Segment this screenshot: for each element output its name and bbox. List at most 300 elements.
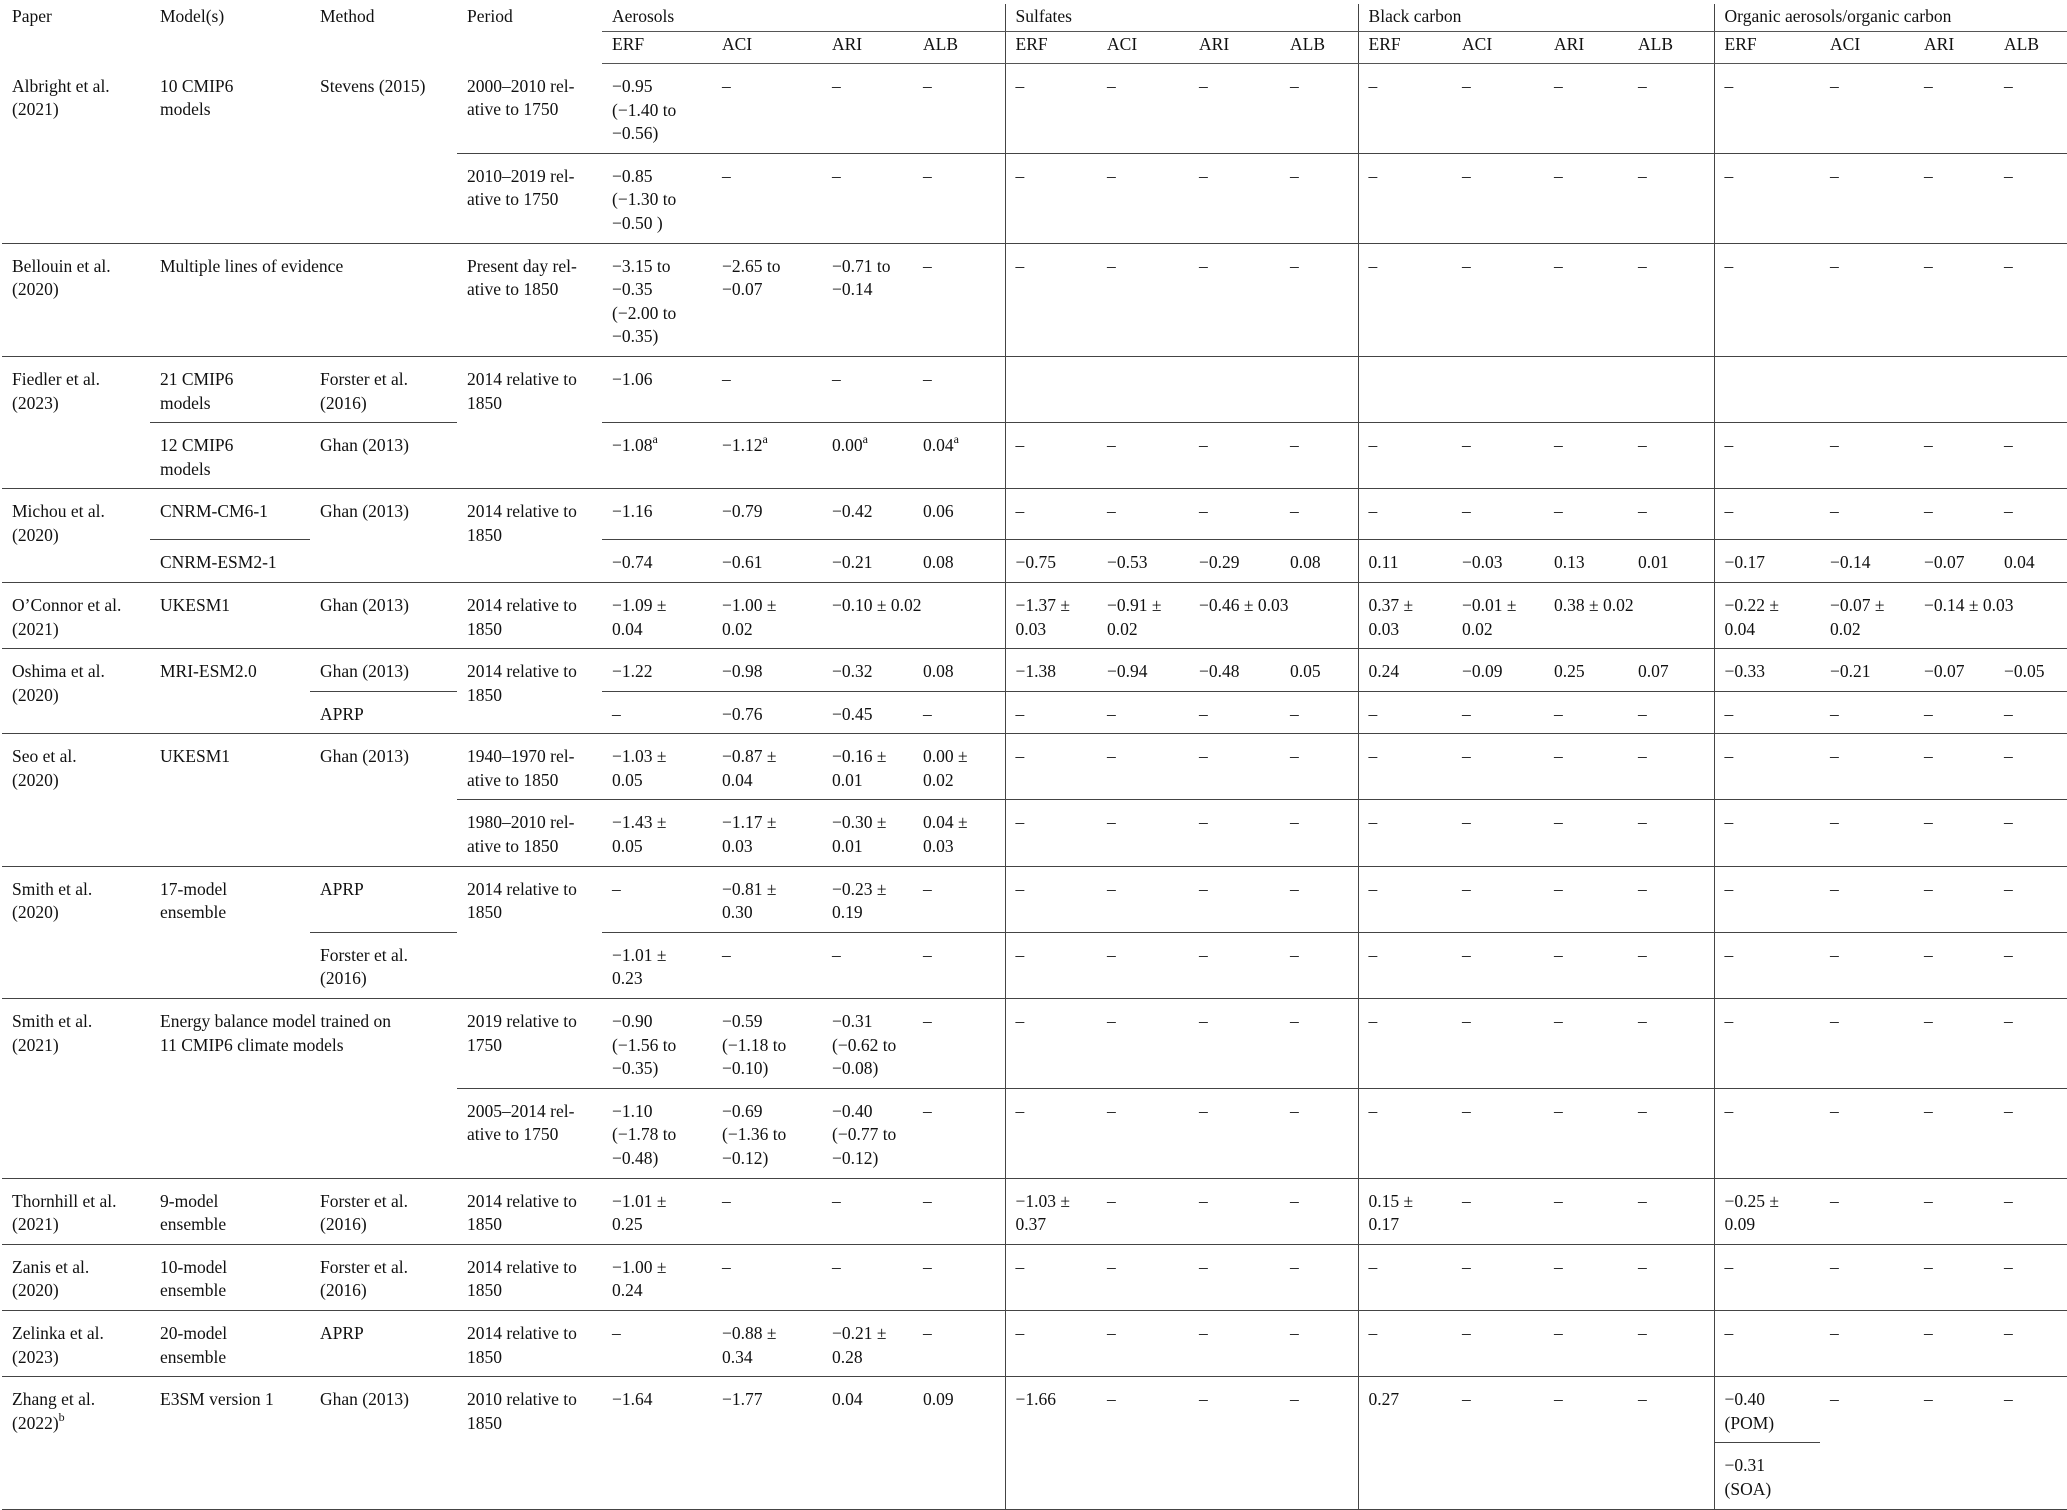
value-cell: – [913, 1244, 1005, 1310]
value-cell: – [1544, 243, 1628, 356]
empty-cell [1994, 356, 2067, 422]
value-cell: – [1714, 1088, 1820, 1178]
value-cell: – [1005, 1244, 1097, 1310]
value-cell: – [1628, 243, 1714, 356]
value-cell: – [2004, 165, 2013, 186]
value-cell: – [1452, 64, 1544, 154]
method-cell: Ghan (2013) [310, 582, 457, 648]
value-cell: −1.01 ± 0.25 [602, 1178, 712, 1244]
value-cell: 0.09 [913, 1377, 1005, 1443]
value-cell: – [1714, 489, 1820, 540]
value-cell: 0.08 [913, 649, 1005, 692]
value-cell: – [612, 703, 621, 724]
value-cell: – [1358, 734, 1452, 800]
subheader-aci: ACI [712, 32, 822, 64]
empty-cell [1005, 356, 1097, 422]
value-cell: – [1714, 1244, 1820, 1310]
value-cell: – [1358, 153, 1452, 243]
table-row [2, 1377, 2067, 1443]
model-cell: 20-model ensemble [150, 1310, 310, 1376]
value-cell: – [1544, 1310, 1628, 1376]
value-cell: – [913, 1178, 1005, 1244]
model-cell: Energy balance model trained on 11 CMIP6 climate models [150, 999, 457, 1179]
empty-cell [1714, 356, 1820, 422]
value-cell: −0.17 [1714, 540, 1820, 583]
value-cell: – [1638, 435, 1647, 456]
value-cell: – [1554, 812, 1563, 833]
value-cell: – [1638, 165, 1647, 186]
value-cell: 0.25 [1544, 649, 1628, 692]
value-cell: – [1628, 1377, 1714, 1443]
value-cell: – [1358, 489, 1452, 540]
value-cell: – [1820, 1244, 1914, 1310]
value-cell: – [1189, 489, 1280, 540]
value-cell: – [1452, 1310, 1544, 1376]
value-cell: −1.16 [602, 489, 712, 540]
value-cell: −0.91 ± 0.02 [1097, 582, 1189, 648]
value-cell: −1.08$^a$ [612, 432, 658, 456]
value-cell: – [1830, 165, 1839, 186]
value-cell: – [1914, 1310, 1994, 1376]
value-cell: – [1994, 999, 2067, 1089]
value-cell: – [1462, 165, 1471, 186]
period-cell: 2014 relative to 1850 [457, 866, 602, 998]
value-cell: – [1452, 866, 1544, 932]
paper-cell: Albright et al. (2021) [12, 75, 110, 120]
value-cell: −0.48 [1189, 649, 1280, 692]
subheader-aci: ACI [1097, 32, 1189, 64]
value-cell: −0.76 [722, 703, 763, 724]
value-cell: −0.25 ± 0.09 [1714, 1178, 1820, 1244]
value-cell: – [1820, 1377, 1914, 1443]
value-cell: – [712, 1178, 822, 1244]
table-row [2, 649, 2067, 692]
value-cell: – [1830, 1100, 1839, 1121]
value-cell: – [1199, 435, 1208, 456]
value-cell: 0.05 [1280, 649, 1358, 692]
value-cell: – [1544, 489, 1628, 540]
method-cell: Forster et al. (2016) [310, 356, 457, 422]
value-cell: −0.98 [712, 649, 822, 692]
value-cell: – [1914, 999, 1994, 1089]
value-cell: – [1189, 1178, 1280, 1244]
value-cell: 0.04 [2004, 552, 2035, 573]
value-cell: – [1005, 999, 1097, 1089]
value-cell: −1.38 [1005, 649, 1097, 692]
value-cell: – [913, 866, 1005, 932]
footnote-mark: a [862, 432, 868, 447]
value-cell: – [1714, 153, 1820, 243]
value-cell: 0.07 [1628, 649, 1714, 692]
table-row [2, 489, 2067, 540]
value-cell: – [1199, 944, 1208, 965]
table-row [2, 243, 2067, 356]
value-cell: – [913, 1310, 1005, 1376]
period-cell: 2019 relative to 1750 [457, 999, 602, 1089]
value-cell: 0.08 [923, 552, 954, 573]
value-cell: −1.66 [1005, 1377, 1097, 1443]
value-cell: −0.81 ± 0.30 [712, 866, 822, 932]
value-cell: −1.43 ± 0.05 [612, 812, 667, 857]
method-cell: Ghan (2013) [310, 489, 457, 583]
value-cell: – [1107, 435, 1116, 456]
value-cell: – [1994, 1310, 2067, 1376]
empty-cell [1097, 1443, 1189, 1509]
value-cell: – [2004, 703, 2013, 724]
value-cell: – [822, 1244, 913, 1310]
method-cell: Forster et al. (2016) [320, 944, 408, 989]
value-cell: −0.07 [1924, 552, 1965, 573]
value-cell: −0.10 ± 0.02 [822, 582, 1005, 648]
value-cell: – [1462, 944, 1471, 965]
value-cell: 0.04 [822, 1377, 913, 1443]
period-cell: 2014 relative to 1850 [457, 356, 602, 488]
method-cell: Forster et al. (2016) [310, 1178, 457, 1244]
empty-cell [1358, 356, 1452, 422]
value-cell: 0.08 [1290, 552, 1321, 573]
value-cell: – [1924, 812, 1933, 833]
value-cell: – [1544, 1244, 1628, 1310]
value-cell: – [1199, 165, 1208, 186]
empty-cell [602, 1443, 712, 1509]
value-cell: – [1914, 866, 1994, 932]
model-cell: 10-model ensemble [150, 1244, 310, 1310]
value-cell: – [1005, 64, 1097, 154]
value-cell: −1.77 [712, 1377, 822, 1443]
paper-cell: Bellouin et al. (2020) [2, 243, 150, 356]
value-cell: – [1628, 866, 1714, 932]
value-cell: −3.15 to −0.35 (−2.00 to −0.35) [602, 243, 712, 356]
paper-cell: Fiedler et al. (2023) [2, 356, 150, 488]
value-cell: −2.65 to −0.07 [712, 243, 822, 356]
value-cell: – [1462, 435, 1471, 456]
value-cell: – [1628, 64, 1714, 154]
empty-cell [1097, 356, 1189, 422]
model-cell: 17-model ensemble [150, 866, 310, 998]
value-cell: −0.31 (SOA) [1714, 1443, 1820, 1509]
value-cell: −0.79 [712, 489, 822, 540]
value-cell: 0.04 ± 0.03 [923, 812, 968, 857]
value-cell: −0.74 [612, 552, 653, 573]
value-cell: – [1914, 489, 1994, 540]
value-cell: – [832, 165, 841, 186]
subheader-erf: ERF [602, 32, 712, 64]
value-cell: – [2004, 435, 2013, 456]
table-row [2, 866, 2067, 932]
value-cell: – [1544, 1178, 1628, 1244]
value-cell: −0.59 (−1.18 to −0.10) [712, 999, 822, 1089]
empty-cell [913, 1443, 1005, 1509]
method-cell: Ghan (2013) [310, 734, 457, 866]
value-cell: – [1358, 800, 1452, 866]
table-row [2, 582, 2067, 648]
subheader-aci: ACI [1452, 32, 1544, 64]
paper-cell: Smith et al. (2021) [2, 999, 150, 1179]
value-cell: – [1452, 489, 1544, 540]
footnote-mark: a [652, 432, 658, 447]
value-cell: – [1638, 944, 1647, 965]
period-cell: Present day rel- ative to 1850 [457, 243, 602, 356]
value-cell: – [1280, 1310, 1358, 1376]
empty-cell [1005, 1443, 1097, 1509]
value-cell: – [1994, 489, 2067, 540]
value-cell: – [602, 866, 712, 932]
table-row [2, 691, 2067, 734]
value-cell: – [1994, 734, 2067, 800]
method-cell: APRP [320, 703, 364, 724]
model-cell: 12 CMIP6 models [160, 435, 234, 479]
value-cell: – [1554, 1100, 1563, 1121]
value-cell: – [1924, 165, 1933, 186]
table-row [2, 64, 2067, 154]
value-cell: – [1830, 812, 1839, 833]
value-cell: −0.85 (−1.30 to −0.50 ) [612, 165, 677, 233]
value-cell: 0.37 ± 0.03 [1358, 582, 1452, 648]
value-cell: – [1554, 165, 1563, 186]
value-cell: – [923, 703, 932, 724]
value-cell: – [1280, 1377, 1358, 1443]
value-cell: – [1544, 64, 1628, 154]
empty-cell [1189, 356, 1280, 422]
header-method: Method [320, 6, 375, 26]
subheader-ari: ARI [1189, 32, 1280, 64]
value-cell: – [1280, 489, 1358, 540]
value-cell: −1.12$^a$ [722, 432, 768, 456]
subheader-alb: ALB [913, 32, 1005, 64]
value-cell: – [1914, 734, 1994, 800]
value-cell: – [1290, 435, 1299, 456]
value-cell: −0.29 [1199, 552, 1240, 573]
value-cell: 0.06 [913, 489, 1005, 540]
value-cell: – [1820, 734, 1914, 800]
value-cell: – [1199, 703, 1208, 724]
value-cell: −0.61 [722, 552, 763, 573]
period-cell: 1940–1970 rel- ative to 1850 [457, 734, 602, 800]
subheader-ari: ARI [1914, 32, 1994, 64]
value-cell: – [1005, 866, 1097, 932]
empty-cell [1452, 356, 1544, 422]
value-cell: – [1924, 944, 1933, 965]
value-cell: −0.16 ± 0.01 [822, 734, 913, 800]
value-cell: – [1290, 812, 1299, 833]
value-cell: – [1280, 1244, 1358, 1310]
value-cell: 0.38 ± 0.02 [1544, 582, 1714, 648]
paper-cell: Michou et al. (2020) [2, 489, 150, 583]
value-cell: – [1358, 64, 1452, 154]
value-cell: −1.22 [602, 649, 712, 692]
value-cell: – [1452, 734, 1544, 800]
value-cell: – [913, 356, 1005, 422]
method-cell: Forster et al. (2016) [310, 1244, 457, 1310]
value-cell: – [1638, 1100, 1647, 1121]
value-cell: – [832, 944, 841, 965]
value-cell: – [1994, 64, 2067, 154]
header-black-carbon: Black carbon [1358, 4, 1714, 32]
value-cell: 0.13 [1554, 552, 1585, 573]
value-cell: – [1097, 1377, 1189, 1443]
subheader-alb: ALB [1280, 32, 1358, 64]
value-cell: −1.64 [602, 1377, 712, 1443]
value-cell: – [1638, 812, 1647, 833]
value-cell: – [1830, 703, 1839, 724]
value-cell: −0.87 ± 0.04 [712, 734, 822, 800]
header-models: Model(s) [160, 6, 225, 26]
header-aerosols: Aerosols [602, 4, 1005, 32]
model-cell: 21 CMIP6 models [150, 356, 310, 422]
value-cell: 0.01 [1638, 552, 1669, 573]
value-cell: – [1097, 1178, 1189, 1244]
value-cell: – [1358, 1244, 1452, 1310]
value-cell: – [822, 64, 913, 154]
method-cell: Ghan (2013) [310, 649, 457, 692]
value-cell: – [1107, 703, 1116, 724]
value-cell: – [1628, 734, 1714, 800]
value-cell: – [1452, 999, 1544, 1089]
period-cell: 1980–2010 rel- ative to 1850 [467, 812, 575, 857]
model-cell: E3SM version 1 [150, 1377, 310, 1509]
table-row [2, 999, 2067, 1089]
value-cell: −0.71 to −0.14 [822, 243, 913, 356]
value-cell: −1.10 (−1.78 to −0.48) [612, 1100, 677, 1168]
value-cell: – [1924, 435, 1933, 456]
table-row [2, 423, 2067, 489]
value-cell: −0.90 (−1.56 to −0.35) [602, 999, 712, 1089]
value-cell: – [1628, 1244, 1714, 1310]
value-cell: – [2004, 1100, 2013, 1121]
value-cell: – [1452, 1178, 1544, 1244]
value-cell: – [1189, 999, 1280, 1089]
value-cell: – [923, 1100, 932, 1121]
value-cell: – [822, 356, 913, 422]
value-cell: – [1924, 1100, 1933, 1121]
header-organic: Organic aerosols/organic carbon [1714, 4, 2067, 32]
value-cell: – [1452, 243, 1544, 356]
model-cell: UKESM1 [150, 734, 310, 866]
value-cell: – [913, 243, 1005, 356]
empty-cell [1280, 356, 1358, 422]
value-cell: – [1097, 999, 1189, 1089]
value-cell: – [1994, 1377, 2067, 1443]
empty-cell [1820, 356, 1914, 422]
value-cell: – [602, 1310, 712, 1376]
paper-cell: Zelinka et al. (2023) [2, 1310, 150, 1376]
value-cell: −0.03 [1462, 552, 1503, 573]
empty-cell [1820, 1443, 1914, 1509]
value-cell: 0.00 ± 0.02 [913, 734, 1005, 800]
table-row [2, 1178, 2067, 1244]
value-cell: – [1189, 1310, 1280, 1376]
value-cell: – [1107, 1100, 1116, 1121]
value-cell: – [1914, 243, 1994, 356]
value-cell: −1.00 ± 0.24 [602, 1244, 712, 1310]
value-cell: −0.45 [832, 703, 873, 724]
subheader-erf: ERF [1005, 32, 1097, 64]
value-cell: – [1554, 703, 1563, 724]
value-cell: −1.00 ± 0.02 [712, 582, 822, 648]
value-cell: −0.14 [1830, 552, 1871, 573]
value-cell: – [1358, 691, 1452, 734]
method-cell: Ghan (2013) [320, 435, 409, 456]
empty-cell [1994, 1443, 2067, 1509]
empty-cell [1544, 356, 1628, 422]
value-cell: – [1544, 999, 1628, 1089]
value-cell: – [1638, 703, 1647, 724]
value-cell: – [1290, 703, 1299, 724]
value-cell: −0.31 (−0.62 to −0.08) [822, 999, 913, 1089]
value-cell: – [1830, 944, 1839, 965]
value-cell: – [1280, 64, 1358, 154]
value-cell: −0.01 ± 0.02 [1452, 582, 1544, 648]
value-cell: – [1714, 800, 1820, 866]
value-cell: – [1005, 800, 1097, 866]
header-paper: Paper [12, 6, 52, 26]
value-cell: – [1820, 999, 1914, 1089]
value-cell: – [923, 165, 932, 186]
value-cell: – [1914, 1244, 1994, 1310]
value-cell: – [1199, 1100, 1208, 1121]
value-cell: – [1005, 734, 1097, 800]
value-cell: 0.11 [1358, 540, 1452, 583]
value-cell: – [1994, 866, 2067, 932]
value-cell: – [722, 944, 731, 965]
value-cell: −1.03 ± 0.05 [602, 734, 712, 800]
value-cell: – [1189, 243, 1280, 356]
value-cell: – [1820, 1178, 1914, 1244]
value-cell: – [913, 64, 1005, 154]
paper-cell: Zhang et al. $(2022)^b$ [2, 1377, 150, 1509]
value-cell: – [1199, 812, 1208, 833]
value-cell: – [1544, 866, 1628, 932]
paper-cell: Oshima et al. (2020) [2, 649, 150, 734]
value-cell: −1.37 ± 0.03 [1005, 582, 1097, 648]
value-cell: – [913, 999, 1005, 1089]
value-cell: −0.30 ± 0.01 [832, 812, 887, 857]
value-cell: −0.94 [1097, 649, 1189, 692]
value-cell: – [712, 1244, 822, 1310]
value-cell: – [1358, 243, 1452, 356]
value-cell: – [1005, 489, 1097, 540]
value-cell: −0.21 [1820, 649, 1914, 692]
model-cell: MRI-ESM2.0 [150, 649, 310, 734]
value-cell: −1.03 ± 0.37 [1005, 1178, 1097, 1244]
value-cell: – [1714, 691, 1820, 734]
value-cell: – [1189, 1244, 1280, 1310]
value-cell: 0.27 [1358, 1377, 1452, 1443]
value-cell: −0.69 (−1.36 to −0.12) [722, 1100, 787, 1168]
period-cell: 2010–2019 rel- ative to 1750 [467, 165, 575, 210]
value-cell: 0.00$^a$ [832, 432, 868, 456]
period-cell: 2014 relative to 1850 [457, 1310, 602, 1376]
period-cell: 2010 relative to 1850 [457, 1377, 602, 1509]
value-cell: – [1358, 866, 1452, 932]
empty-cell [822, 1443, 913, 1509]
value-cell: – [1554, 435, 1563, 456]
paper-cell: Seo et al. (2020) [2, 734, 150, 866]
model-cell: 9-model ensemble [150, 1178, 310, 1244]
subheader-aci: ACI [1820, 32, 1914, 64]
value-cell: −0.46 ± 0.03 [1189, 582, 1358, 648]
empty-cell [1544, 1443, 1628, 1509]
value-cell: – [1820, 489, 1914, 540]
subheader-ari: ARI [822, 32, 913, 64]
value-cell: – [1107, 165, 1116, 186]
value-cell: – [1914, 1377, 1994, 1443]
period-cell: 2014 relative to 1850 [457, 1244, 602, 1310]
paper-cell: O’Connor et al. (2021) [2, 582, 150, 648]
value-cell: – [1280, 1178, 1358, 1244]
value-cell: – [1628, 1310, 1714, 1376]
empty-cell [1189, 1443, 1280, 1509]
